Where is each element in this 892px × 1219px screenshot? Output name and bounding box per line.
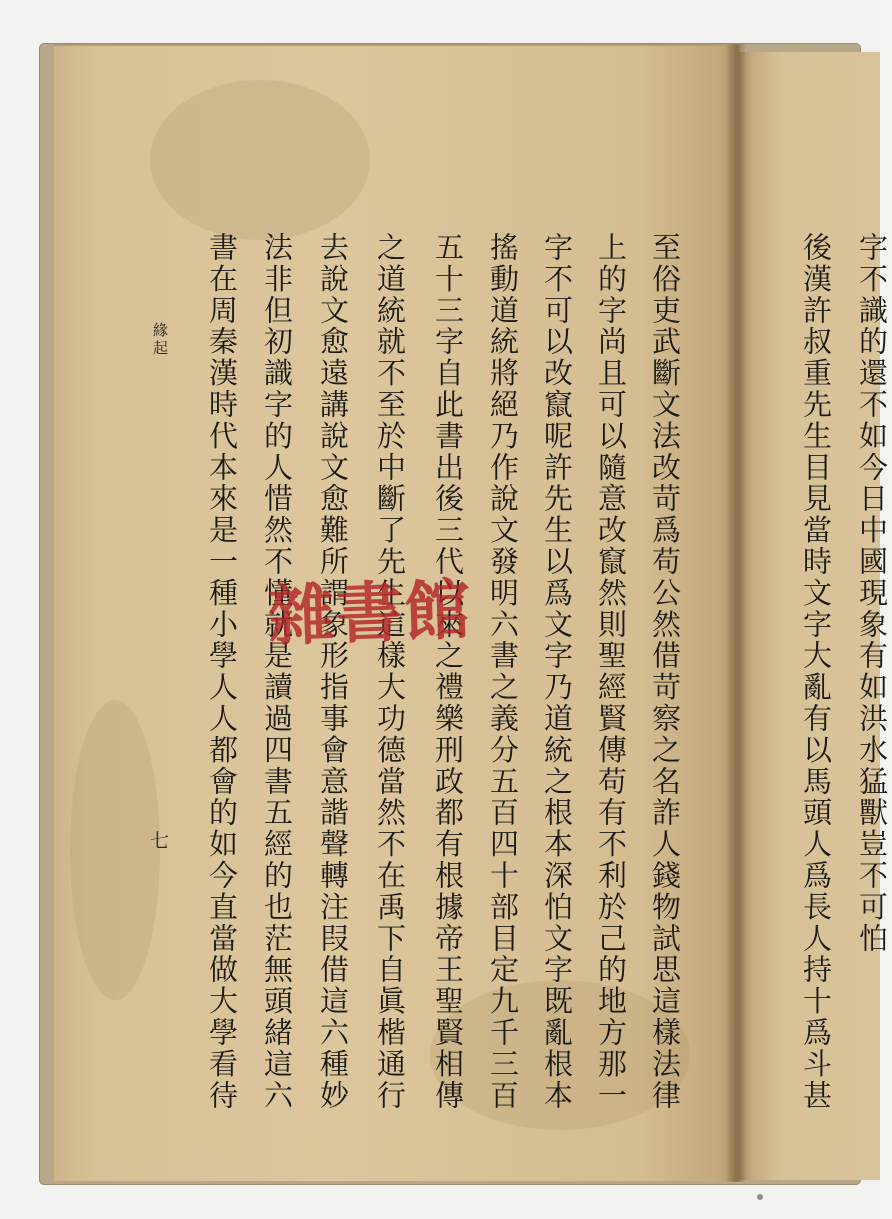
body-column-6: 之道統就不至於中斷了先生這樣大功德當然不在禹下自眞楷通行: [373, 232, 407, 1112]
body-column-7: 去說文愈遠講說文愈難所謂象形指事會意諧聲轉注叚借這六種妙: [316, 232, 350, 1112]
right-page-column-2: 後漢許叔重先生目見當時文字大亂有以馬頭人爲長人持十爲斗甚: [799, 232, 833, 1112]
scan-dot: [757, 1194, 763, 1200]
body-column-1: 至俗吏武斷文法改苛爲苟公然借苛察之名詐人錢物試思這樣法律: [648, 232, 682, 1112]
paper-stain: [70, 700, 160, 1000]
body-column-9: 書在周秦漢時代本來是一種小學人人都會的如今直當做大學看待: [205, 232, 239, 1112]
body-column-2: 上的字尚且可以隨意改竄然則聖經賢傳苟有不利於己的地方那一: [594, 232, 628, 1112]
body-column-5: 五十三字自此書出後三代以來之禮樂刑政都有根據帝王聖賢相傳: [431, 232, 465, 1112]
watermark-seal: 雜書館: [266, 570, 474, 656]
body-column-4: 搖動道統將絕乃作說文發明六書之義分五百四十部目定九千三百: [486, 232, 520, 1112]
body-column-3: 字不可以改竄呢許先生以爲文字乃道統之根本深怕文字既亂根本: [540, 232, 574, 1112]
right-page-column-1: 字不識的還不如今日中國現象有如洪水猛獸豈不可怕: [855, 232, 889, 955]
page-number: 七: [150, 830, 170, 852]
paper-stain: [150, 80, 370, 240]
book-gutter: [725, 44, 745, 1182]
running-head: 緣起: [151, 322, 169, 358]
body-column-8: 法非但初識字的人惜然不懂就是讀過四書五經的也茫無頭緒這六: [260, 232, 294, 1112]
